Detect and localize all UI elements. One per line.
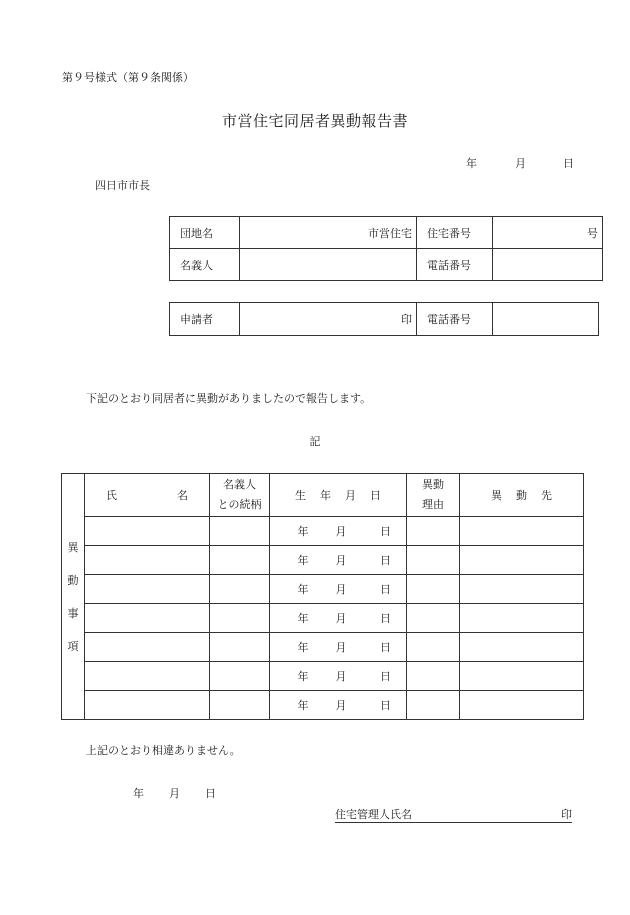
relation-cell[interactable] (210, 633, 270, 662)
day-label: 日 (380, 641, 391, 654)
name-cell[interactable] (85, 691, 210, 720)
applicant-tel-label: 電話番号 (417, 303, 493, 336)
reason-cell[interactable] (407, 691, 460, 720)
name-cell[interactable] (85, 633, 210, 662)
destination-cell[interactable] (460, 691, 584, 720)
destination-cell[interactable] (460, 633, 584, 662)
header-name-2: 名 (177, 489, 188, 502)
birthdate-cell[interactable] (270, 604, 407, 633)
month-label: 月 (335, 583, 347, 596)
danchi-field[interactable] (240, 217, 417, 249)
meigi-field[interactable] (240, 249, 417, 281)
birthdate-cell[interactable] (270, 546, 407, 575)
birthdate-cell[interactable] (270, 662, 407, 691)
table-row (62, 662, 584, 691)
applicant-field[interactable] (240, 303, 417, 336)
table-row (62, 633, 584, 662)
table-row (62, 546, 584, 575)
year-label: 年 (297, 554, 309, 567)
birthdate-cell[interactable] (270, 575, 407, 604)
header-reason (407, 474, 460, 517)
reason-cell[interactable] (407, 517, 460, 546)
side-char: 異 (67, 540, 79, 554)
name-cell[interactable] (85, 546, 210, 575)
applicant-label: 申請者 (170, 303, 240, 336)
name-cell[interactable] (85, 517, 210, 546)
seal-mark: 印 (401, 313, 412, 326)
month-label: 月 (335, 554, 347, 567)
day-label: 日 (380, 699, 391, 712)
header-reason-2: 理由 (422, 498, 444, 511)
name-cell[interactable] (85, 604, 210, 633)
reason-cell[interactable] (407, 662, 460, 691)
side-char: 動 (67, 573, 79, 587)
header-dest-3: 先 (541, 489, 552, 502)
month-label: 月 (335, 612, 347, 625)
tel-label: 電話番号 (417, 249, 493, 281)
side-char: 事 (67, 606, 79, 620)
header-birth-3: 月 (345, 489, 356, 502)
reason-cell[interactable] (407, 575, 460, 604)
table-row (62, 691, 584, 720)
applicant-table (169, 302, 599, 336)
year-label: 年 (297, 583, 309, 596)
header-name-1: 氏 (106, 489, 117, 502)
header-dest-1: 異 (491, 489, 502, 502)
jutaku-number-field[interactable] (493, 217, 603, 249)
signature-seal: 印 (561, 808, 572, 821)
table-row (62, 517, 584, 546)
header-name (85, 474, 210, 517)
date-month-label: 月 (515, 157, 526, 170)
header-relation (210, 474, 270, 517)
destination-cell[interactable] (460, 662, 584, 691)
table-row (62, 575, 584, 604)
reason-cell[interactable] (407, 546, 460, 575)
header-destination (460, 474, 584, 517)
destination-cell[interactable] (460, 546, 584, 575)
month-label: 月 (335, 670, 347, 683)
name-cell[interactable] (85, 662, 210, 691)
destination-cell[interactable] (460, 517, 584, 546)
month-label: 月 (335, 641, 347, 654)
header-birth-2: 年 (320, 489, 331, 502)
confirm-day-label: 日 (205, 787, 216, 800)
addressee: 四日市市長 (95, 179, 150, 192)
year-label: 年 (297, 699, 309, 712)
relation-cell[interactable] (210, 546, 270, 575)
day-label: 日 (380, 612, 391, 625)
day-label: 日 (380, 554, 391, 567)
signature-label: 住宅管理人氏名 (335, 808, 412, 821)
danchi-label: 団地名 (170, 217, 240, 249)
relation-cell[interactable] (210, 604, 270, 633)
header-relation-1: 名義人 (223, 478, 256, 491)
jutaku-number-label: 住宅番号 (417, 217, 493, 249)
header-birthdate (270, 474, 407, 517)
table-row (62, 604, 584, 633)
year-label: 年 (297, 525, 309, 538)
header-birth-1: 生 (295, 489, 306, 502)
applicant-tel-field[interactable] (493, 303, 599, 336)
change-items-table (61, 473, 584, 720)
birthdate-cell[interactable] (270, 691, 407, 720)
birthdate-cell[interactable] (270, 633, 407, 662)
relation-cell[interactable] (210, 517, 270, 546)
tel-field[interactable] (493, 249, 603, 281)
meigi-label: 名義人 (170, 249, 240, 281)
day-label: 日 (380, 525, 391, 538)
confirmation-text: 上記のとおり相違ありません。 (86, 744, 241, 757)
destination-cell[interactable] (460, 604, 584, 633)
day-label: 日 (380, 670, 391, 683)
document-title: 市営住宅同居者異動報告書 (221, 112, 408, 130)
relation-cell[interactable] (210, 662, 270, 691)
month-label: 月 (335, 525, 347, 538)
name-cell[interactable] (85, 575, 210, 604)
intro-text: 下記のとおり同居者に異動がありましたので報告します。 (86, 392, 372, 405)
relation-cell[interactable] (210, 575, 270, 604)
danchi-suffix: 市営住宅 (368, 226, 412, 240)
header-birth-4: 日 (370, 489, 381, 502)
confirm-month-label: 月 (169, 787, 180, 800)
header-dest-2: 動 (516, 489, 527, 502)
jutaku-suffix: 号 (587, 226, 598, 240)
signature-line[interactable] (335, 806, 572, 823)
reason-cell[interactable] (407, 604, 460, 633)
year-label: 年 (297, 670, 309, 683)
date-year-label: 年 (466, 157, 477, 170)
birthdate-cell[interactable] (270, 517, 407, 546)
year-label: 年 (297, 612, 309, 625)
destination-cell[interactable] (460, 575, 584, 604)
ki-heading: 記 (309, 435, 321, 448)
housing-info-table (169, 216, 603, 281)
month-label: 月 (335, 699, 347, 712)
reason-cell[interactable] (407, 633, 460, 662)
header-reason-1: 異動 (422, 478, 444, 491)
relation-cell[interactable] (210, 691, 270, 720)
form-number-label: 第９号様式（第９条関係） (62, 71, 194, 84)
day-label: 日 (380, 583, 391, 596)
confirm-year-label: 年 (133, 787, 144, 800)
side-char: 項 (67, 639, 79, 653)
header-relation-2: との続柄 (217, 498, 262, 511)
side-heading (62, 474, 85, 720)
date-day-label: 日 (563, 157, 574, 170)
year-label: 年 (297, 641, 309, 654)
